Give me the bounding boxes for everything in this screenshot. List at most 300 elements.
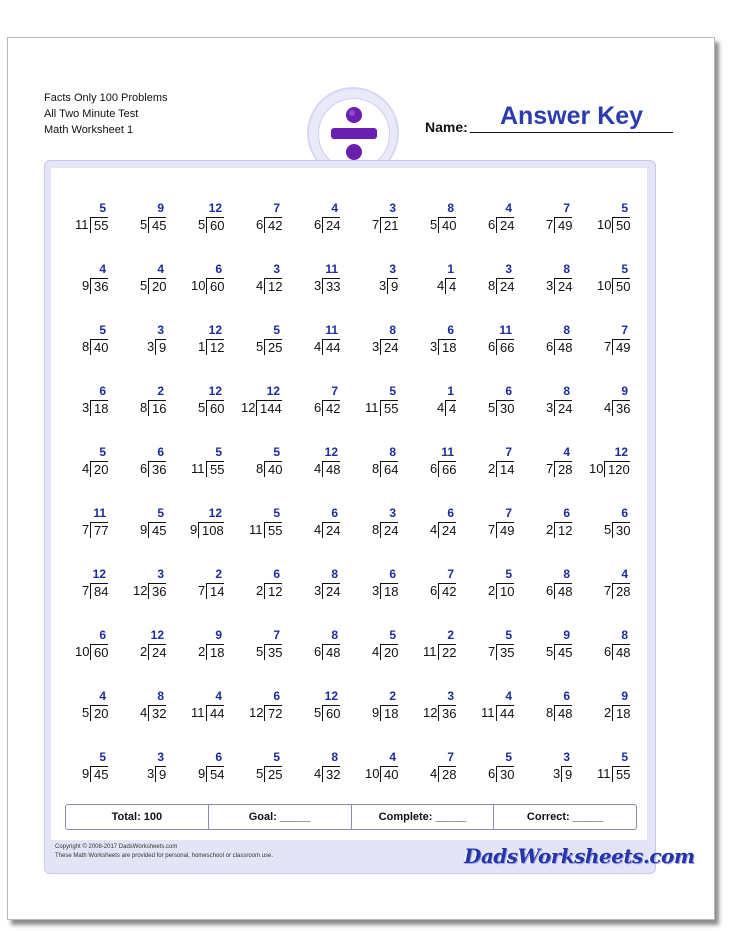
header-line-2: All Two Minute Test bbox=[44, 108, 139, 120]
division-problem bbox=[344, 446, 402, 480]
division-sign-icon bbox=[319, 99, 389, 169]
quotient-answer: 4 bbox=[621, 567, 628, 581]
divisor: 2 bbox=[140, 644, 148, 659]
quotient-answer: 2 bbox=[215, 567, 222, 581]
division-problem bbox=[228, 263, 286, 297]
division-problem bbox=[170, 263, 228, 297]
division-problem bbox=[344, 385, 402, 419]
quotient-answer: 6 bbox=[563, 689, 570, 703]
division-problem bbox=[228, 324, 286, 358]
divisor: 9 bbox=[372, 705, 380, 720]
divisor: 6 bbox=[488, 217, 496, 232]
divisor: 4 bbox=[82, 461, 90, 476]
dividend: 28 bbox=[612, 583, 630, 599]
divisor: 4 bbox=[314, 339, 322, 354]
dividend: 36 bbox=[612, 400, 630, 416]
division-problem bbox=[402, 507, 460, 541]
divisor: 10 bbox=[597, 278, 612, 293]
division-problem bbox=[460, 629, 518, 663]
division-problem bbox=[170, 202, 228, 236]
dividend: 14 bbox=[206, 583, 224, 599]
divisor: 5 bbox=[198, 400, 206, 415]
divisor: 6 bbox=[314, 217, 322, 232]
division-problem bbox=[228, 629, 286, 663]
division-problem bbox=[518, 507, 576, 541]
divisor: 5 bbox=[488, 400, 496, 415]
division-problem bbox=[344, 690, 402, 724]
divisor: 2 bbox=[488, 461, 496, 476]
quotient-answer: 9 bbox=[621, 384, 628, 398]
dividend: 24 bbox=[322, 522, 340, 538]
division-problem bbox=[460, 263, 518, 297]
dividend: 120 bbox=[604, 461, 630, 477]
dividend: 14 bbox=[496, 461, 514, 477]
divisor: 3 bbox=[372, 583, 380, 598]
dividend: 21 bbox=[380, 217, 398, 233]
division-problem bbox=[344, 568, 402, 602]
quotient-answer: 7 bbox=[621, 323, 628, 337]
dividend: 77 bbox=[90, 522, 108, 538]
division-problem bbox=[344, 263, 402, 297]
dividend: 45 bbox=[554, 644, 572, 660]
quotient-answer: 8 bbox=[389, 323, 396, 337]
division-problem bbox=[228, 568, 286, 602]
dividend: 18 bbox=[438, 339, 456, 355]
dividend: 12 bbox=[264, 583, 282, 599]
divisor: 2 bbox=[256, 583, 264, 598]
divisor: 4 bbox=[314, 461, 322, 476]
divisor: 7 bbox=[604, 583, 612, 598]
quotient-answer: 12 bbox=[92, 567, 106, 581]
division-problem bbox=[518, 568, 576, 602]
division-problem bbox=[112, 751, 170, 785]
quotient-answer: 5 bbox=[389, 628, 396, 642]
quotient-answer: 7 bbox=[273, 628, 280, 642]
divisor: 5 bbox=[82, 705, 90, 720]
dividend: 48 bbox=[554, 583, 572, 599]
division-problem bbox=[286, 568, 344, 602]
dividend: 25 bbox=[264, 339, 282, 355]
dividend: 36 bbox=[148, 583, 166, 599]
dividend: 144 bbox=[256, 400, 282, 416]
division-problem bbox=[54, 385, 112, 419]
divisor: 11 bbox=[191, 705, 205, 720]
divisor: 6 bbox=[256, 217, 264, 232]
divisor: 10 bbox=[597, 217, 612, 232]
dividend: 32 bbox=[148, 705, 166, 721]
quotient-answer: 11 bbox=[325, 262, 338, 276]
quotient-answer: 5 bbox=[505, 750, 512, 764]
divisor: 8 bbox=[256, 461, 264, 476]
divisor: 7 bbox=[488, 522, 496, 537]
quotient-answer: 9 bbox=[215, 628, 222, 642]
division-problem bbox=[54, 690, 112, 724]
division-problem bbox=[54, 263, 112, 297]
division-problem bbox=[344, 629, 402, 663]
quotient-answer: 3 bbox=[447, 689, 454, 703]
divisor: 11 bbox=[481, 705, 495, 720]
dividend: 9 bbox=[387, 278, 398, 294]
divisor: 8 bbox=[372, 461, 380, 476]
division-problem bbox=[576, 385, 634, 419]
divisor: 4 bbox=[140, 705, 148, 720]
dividend: 32 bbox=[322, 766, 340, 782]
divisor: 7 bbox=[546, 217, 554, 232]
quotient-answer: 7 bbox=[331, 384, 338, 398]
dividend: 108 bbox=[198, 522, 224, 538]
division-problem bbox=[228, 385, 286, 419]
quotient-answer: 8 bbox=[563, 567, 570, 581]
dividend: 18 bbox=[90, 400, 108, 416]
dividend: 45 bbox=[90, 766, 108, 782]
quotient-answer: 3 bbox=[273, 262, 280, 276]
division-problem bbox=[518, 202, 576, 236]
dividend: 40 bbox=[438, 217, 456, 233]
quotient-answer: 4 bbox=[389, 750, 396, 764]
division-problem bbox=[54, 751, 112, 785]
division-problem bbox=[402, 690, 460, 724]
quotient-answer: 12 bbox=[614, 445, 628, 459]
dividend: 24 bbox=[322, 583, 340, 599]
quotient-answer: 8 bbox=[563, 323, 570, 337]
dividend: 20 bbox=[90, 705, 108, 721]
quotient-answer: 3 bbox=[563, 750, 570, 764]
dividend: 10 bbox=[496, 583, 514, 599]
division-problem bbox=[112, 324, 170, 358]
quotient-answer: 4 bbox=[215, 689, 222, 703]
quotient-answer: 3 bbox=[389, 201, 396, 215]
division-problem bbox=[170, 507, 228, 541]
dividend: 49 bbox=[554, 217, 572, 233]
quotient-answer: 5 bbox=[99, 201, 106, 215]
quotient-answer: 5 bbox=[99, 445, 106, 459]
division-problem bbox=[460, 385, 518, 419]
quotient-answer: 11 bbox=[325, 323, 338, 337]
dividend: 18 bbox=[206, 644, 224, 660]
quotient-answer: 7 bbox=[505, 506, 512, 520]
divisor: 7 bbox=[546, 461, 554, 476]
division-problem bbox=[460, 507, 518, 541]
divisor: 1 bbox=[198, 339, 206, 354]
dividend: 20 bbox=[148, 278, 166, 294]
division-problem bbox=[576, 446, 634, 480]
quotient-answer: 8 bbox=[331, 628, 338, 642]
divisor: 6 bbox=[488, 766, 496, 781]
copyright-line-2: These Math Worksheets are provided for personal, homeschool or classroom use. bbox=[55, 853, 273, 859]
division-problem bbox=[228, 690, 286, 724]
divisor: 5 bbox=[140, 278, 148, 293]
quotient-answer: 4 bbox=[563, 445, 570, 459]
quotient-answer: 6 bbox=[99, 628, 106, 642]
quotient-answer: 6 bbox=[331, 506, 338, 520]
quotient-answer: 8 bbox=[563, 262, 570, 276]
division-problem bbox=[170, 568, 228, 602]
dividend: 72 bbox=[264, 705, 282, 721]
division-problem bbox=[518, 629, 576, 663]
quotient-answer: 4 bbox=[331, 201, 338, 215]
divisor: 5 bbox=[604, 522, 612, 537]
divisor: 3 bbox=[82, 400, 90, 415]
dividend: 9 bbox=[561, 766, 572, 782]
division-problem bbox=[286, 263, 344, 297]
division-problem bbox=[518, 385, 576, 419]
dividend: 48 bbox=[322, 461, 340, 477]
dividend: 60 bbox=[206, 400, 224, 416]
dividend: 44 bbox=[322, 339, 340, 355]
dividend: 55 bbox=[90, 217, 108, 233]
score-bar bbox=[65, 804, 637, 830]
divisor: 8 bbox=[372, 522, 380, 537]
divisor: 5 bbox=[256, 339, 264, 354]
divisor: 5 bbox=[314, 705, 322, 720]
divisor: 7 bbox=[198, 583, 206, 598]
dividend: 36 bbox=[438, 705, 456, 721]
dividend: 24 bbox=[496, 278, 514, 294]
quotient-answer: 7 bbox=[505, 445, 512, 459]
divisor: 6 bbox=[430, 583, 438, 598]
dividend: 64 bbox=[380, 461, 398, 477]
quotient-answer: 4 bbox=[505, 201, 512, 215]
divisor: 3 bbox=[147, 339, 155, 354]
quotient-answer: 9 bbox=[563, 628, 570, 642]
total-cell: Total: 100 bbox=[66, 805, 209, 829]
dividend: 24 bbox=[496, 217, 514, 233]
divisor: 12 bbox=[133, 583, 148, 598]
quotient-answer: 6 bbox=[157, 445, 164, 459]
header-line-1: Facts Only 100 Problems bbox=[44, 92, 168, 104]
division-problem bbox=[576, 263, 634, 297]
divisor: 4 bbox=[256, 278, 264, 293]
divisor: 6 bbox=[488, 339, 496, 354]
dividend: 50 bbox=[612, 217, 630, 233]
division-problem bbox=[460, 568, 518, 602]
quotient-answer: 5 bbox=[99, 323, 106, 337]
dividend: 4 bbox=[445, 278, 456, 294]
divisor: 4 bbox=[437, 278, 445, 293]
divisor: 6 bbox=[546, 583, 554, 598]
quotient-answer: 6 bbox=[389, 567, 396, 581]
divisor: 4 bbox=[430, 522, 438, 537]
dividend: 28 bbox=[438, 766, 456, 782]
divisor: 4 bbox=[372, 644, 380, 659]
quotient-answer: 5 bbox=[621, 262, 628, 276]
quotient-answer: 3 bbox=[157, 750, 164, 764]
dividend: 35 bbox=[496, 644, 514, 660]
quotient-answer: 5 bbox=[215, 445, 222, 459]
division-problem bbox=[518, 446, 576, 480]
dividend: 49 bbox=[496, 522, 514, 538]
divisor: 12 bbox=[249, 705, 264, 720]
quotient-answer: 12 bbox=[324, 445, 338, 459]
dividend: 24 bbox=[438, 522, 456, 538]
quotient-answer: 6 bbox=[447, 323, 454, 337]
divisor: 6 bbox=[140, 461, 148, 476]
quotient-answer: 5 bbox=[389, 384, 396, 398]
division-problem bbox=[402, 629, 460, 663]
division-problem bbox=[170, 751, 228, 785]
divisor: 6 bbox=[604, 644, 612, 659]
quotient-answer: 8 bbox=[447, 201, 454, 215]
division-problem bbox=[54, 568, 112, 602]
dividend: 4 bbox=[445, 400, 456, 416]
dividend: 24 bbox=[380, 522, 398, 538]
divisor: 2 bbox=[604, 705, 612, 720]
divisor: 2 bbox=[198, 644, 206, 659]
division-problem bbox=[228, 202, 286, 236]
divisor: 9 bbox=[198, 766, 206, 781]
division-problem bbox=[112, 446, 170, 480]
divisor: 6 bbox=[314, 400, 322, 415]
divisor: 3 bbox=[379, 278, 387, 293]
dividend: 48 bbox=[554, 339, 572, 355]
divisor: 7 bbox=[372, 217, 380, 232]
copyright bbox=[55, 843, 273, 861]
division-problem bbox=[54, 629, 112, 663]
quotient-answer: 6 bbox=[99, 384, 106, 398]
quotient-answer: 12 bbox=[208, 323, 222, 337]
divisor: 9 bbox=[82, 278, 90, 293]
quotient-answer: 3 bbox=[157, 323, 164, 337]
divisor: 4 bbox=[604, 400, 612, 415]
division-problem bbox=[518, 263, 576, 297]
dividend: 28 bbox=[554, 461, 572, 477]
quotient-answer: 5 bbox=[273, 750, 280, 764]
division-problem bbox=[460, 202, 518, 236]
dividend: 42 bbox=[322, 400, 340, 416]
dividend: 12 bbox=[264, 278, 282, 294]
division-problem bbox=[286, 690, 344, 724]
divisor: 10 bbox=[365, 766, 380, 781]
division-problem bbox=[286, 202, 344, 236]
dividend: 33 bbox=[322, 278, 340, 294]
division-problem bbox=[344, 202, 402, 236]
goal-cell: Goal: _____ bbox=[209, 805, 352, 829]
divisor: 2 bbox=[546, 522, 554, 537]
division-problem bbox=[460, 690, 518, 724]
quotient-answer: 5 bbox=[273, 323, 280, 337]
division-problem bbox=[402, 324, 460, 358]
dividend: 36 bbox=[148, 461, 166, 477]
divisor: 8 bbox=[82, 339, 90, 354]
divisor: 11 bbox=[75, 217, 89, 232]
divisor: 6 bbox=[314, 644, 322, 659]
dividend: 24 bbox=[322, 217, 340, 233]
dividend: 18 bbox=[612, 705, 630, 721]
quotient-answer: 11 bbox=[441, 445, 454, 459]
dividend: 18 bbox=[380, 583, 398, 599]
division-problem bbox=[170, 629, 228, 663]
division-problem bbox=[286, 324, 344, 358]
dividend: 55 bbox=[380, 400, 398, 416]
divisor: 12 bbox=[423, 705, 438, 720]
quotient-answer: 6 bbox=[273, 567, 280, 581]
division-problem bbox=[344, 324, 402, 358]
division-problem bbox=[576, 568, 634, 602]
divisor: 5 bbox=[256, 644, 264, 659]
division-problem bbox=[170, 446, 228, 480]
dividend: 9 bbox=[155, 766, 166, 782]
quotient-answer: 5 bbox=[505, 567, 512, 581]
divisor: 9 bbox=[82, 766, 90, 781]
division-problem bbox=[54, 324, 112, 358]
quotient-answer: 11 bbox=[93, 506, 106, 520]
quotient-answer: 8 bbox=[621, 628, 628, 642]
divisor: 3 bbox=[314, 583, 322, 598]
division-problem bbox=[576, 507, 634, 541]
divisor: 7 bbox=[604, 339, 612, 354]
quotient-answer: 8 bbox=[331, 750, 338, 764]
divisor: 4 bbox=[314, 766, 322, 781]
quotient-answer: 6 bbox=[505, 384, 512, 398]
division-problem bbox=[576, 324, 634, 358]
dividend: 48 bbox=[554, 705, 572, 721]
quotient-answer: 6 bbox=[215, 262, 222, 276]
dividend: 9 bbox=[155, 339, 166, 355]
division-problem bbox=[402, 385, 460, 419]
dividend: 12 bbox=[554, 522, 572, 538]
dividend: 16 bbox=[148, 400, 166, 416]
divisor: 10 bbox=[589, 461, 604, 476]
dividend: 60 bbox=[206, 278, 224, 294]
divisor: 9 bbox=[190, 522, 198, 537]
dividend: 45 bbox=[148, 217, 166, 233]
dividend: 55 bbox=[612, 766, 630, 782]
quotient-answer: 12 bbox=[208, 201, 222, 215]
quotient-answer: 8 bbox=[389, 445, 396, 459]
divisor: 5 bbox=[546, 644, 554, 659]
divisor: 3 bbox=[553, 766, 561, 781]
dividend: 22 bbox=[438, 644, 456, 660]
division-problem bbox=[460, 446, 518, 480]
divisor: 4 bbox=[314, 522, 322, 537]
quotient-answer: 6 bbox=[563, 506, 570, 520]
division-problem bbox=[228, 507, 286, 541]
quotient-answer: 5 bbox=[621, 750, 628, 764]
divisor: 3 bbox=[546, 278, 554, 293]
name-label: Name: bbox=[425, 119, 468, 135]
division-problem bbox=[112, 385, 170, 419]
division-problem bbox=[518, 751, 576, 785]
dividend: 54 bbox=[206, 766, 224, 782]
dividend: 50 bbox=[612, 278, 630, 294]
dividend: 30 bbox=[496, 766, 514, 782]
quotient-answer: 1 bbox=[447, 384, 454, 398]
dividend: 45 bbox=[148, 522, 166, 538]
division-problem bbox=[54, 446, 112, 480]
divisor: 6 bbox=[546, 339, 554, 354]
divisor: 11 bbox=[191, 461, 205, 476]
divisor: 5 bbox=[430, 217, 438, 232]
division-problem bbox=[576, 629, 634, 663]
quotient-answer: 12 bbox=[324, 689, 338, 703]
worksheet-header bbox=[44, 90, 168, 138]
division-problem bbox=[54, 202, 112, 236]
quotient-answer: 7 bbox=[273, 201, 280, 215]
divisor: 7 bbox=[82, 583, 90, 598]
dividend: 60 bbox=[90, 644, 108, 660]
dividend: 24 bbox=[554, 278, 572, 294]
division-problem bbox=[460, 751, 518, 785]
divisor: 8 bbox=[546, 705, 554, 720]
divisor: 5 bbox=[198, 217, 206, 232]
division-problem bbox=[344, 507, 402, 541]
quotient-answer: 2 bbox=[447, 628, 454, 642]
quotient-answer: 12 bbox=[208, 506, 222, 520]
divisor: 8 bbox=[488, 278, 496, 293]
name-underline bbox=[470, 132, 673, 133]
answer-key-title: Answer Key bbox=[499, 102, 644, 130]
dividend: 20 bbox=[90, 461, 108, 477]
